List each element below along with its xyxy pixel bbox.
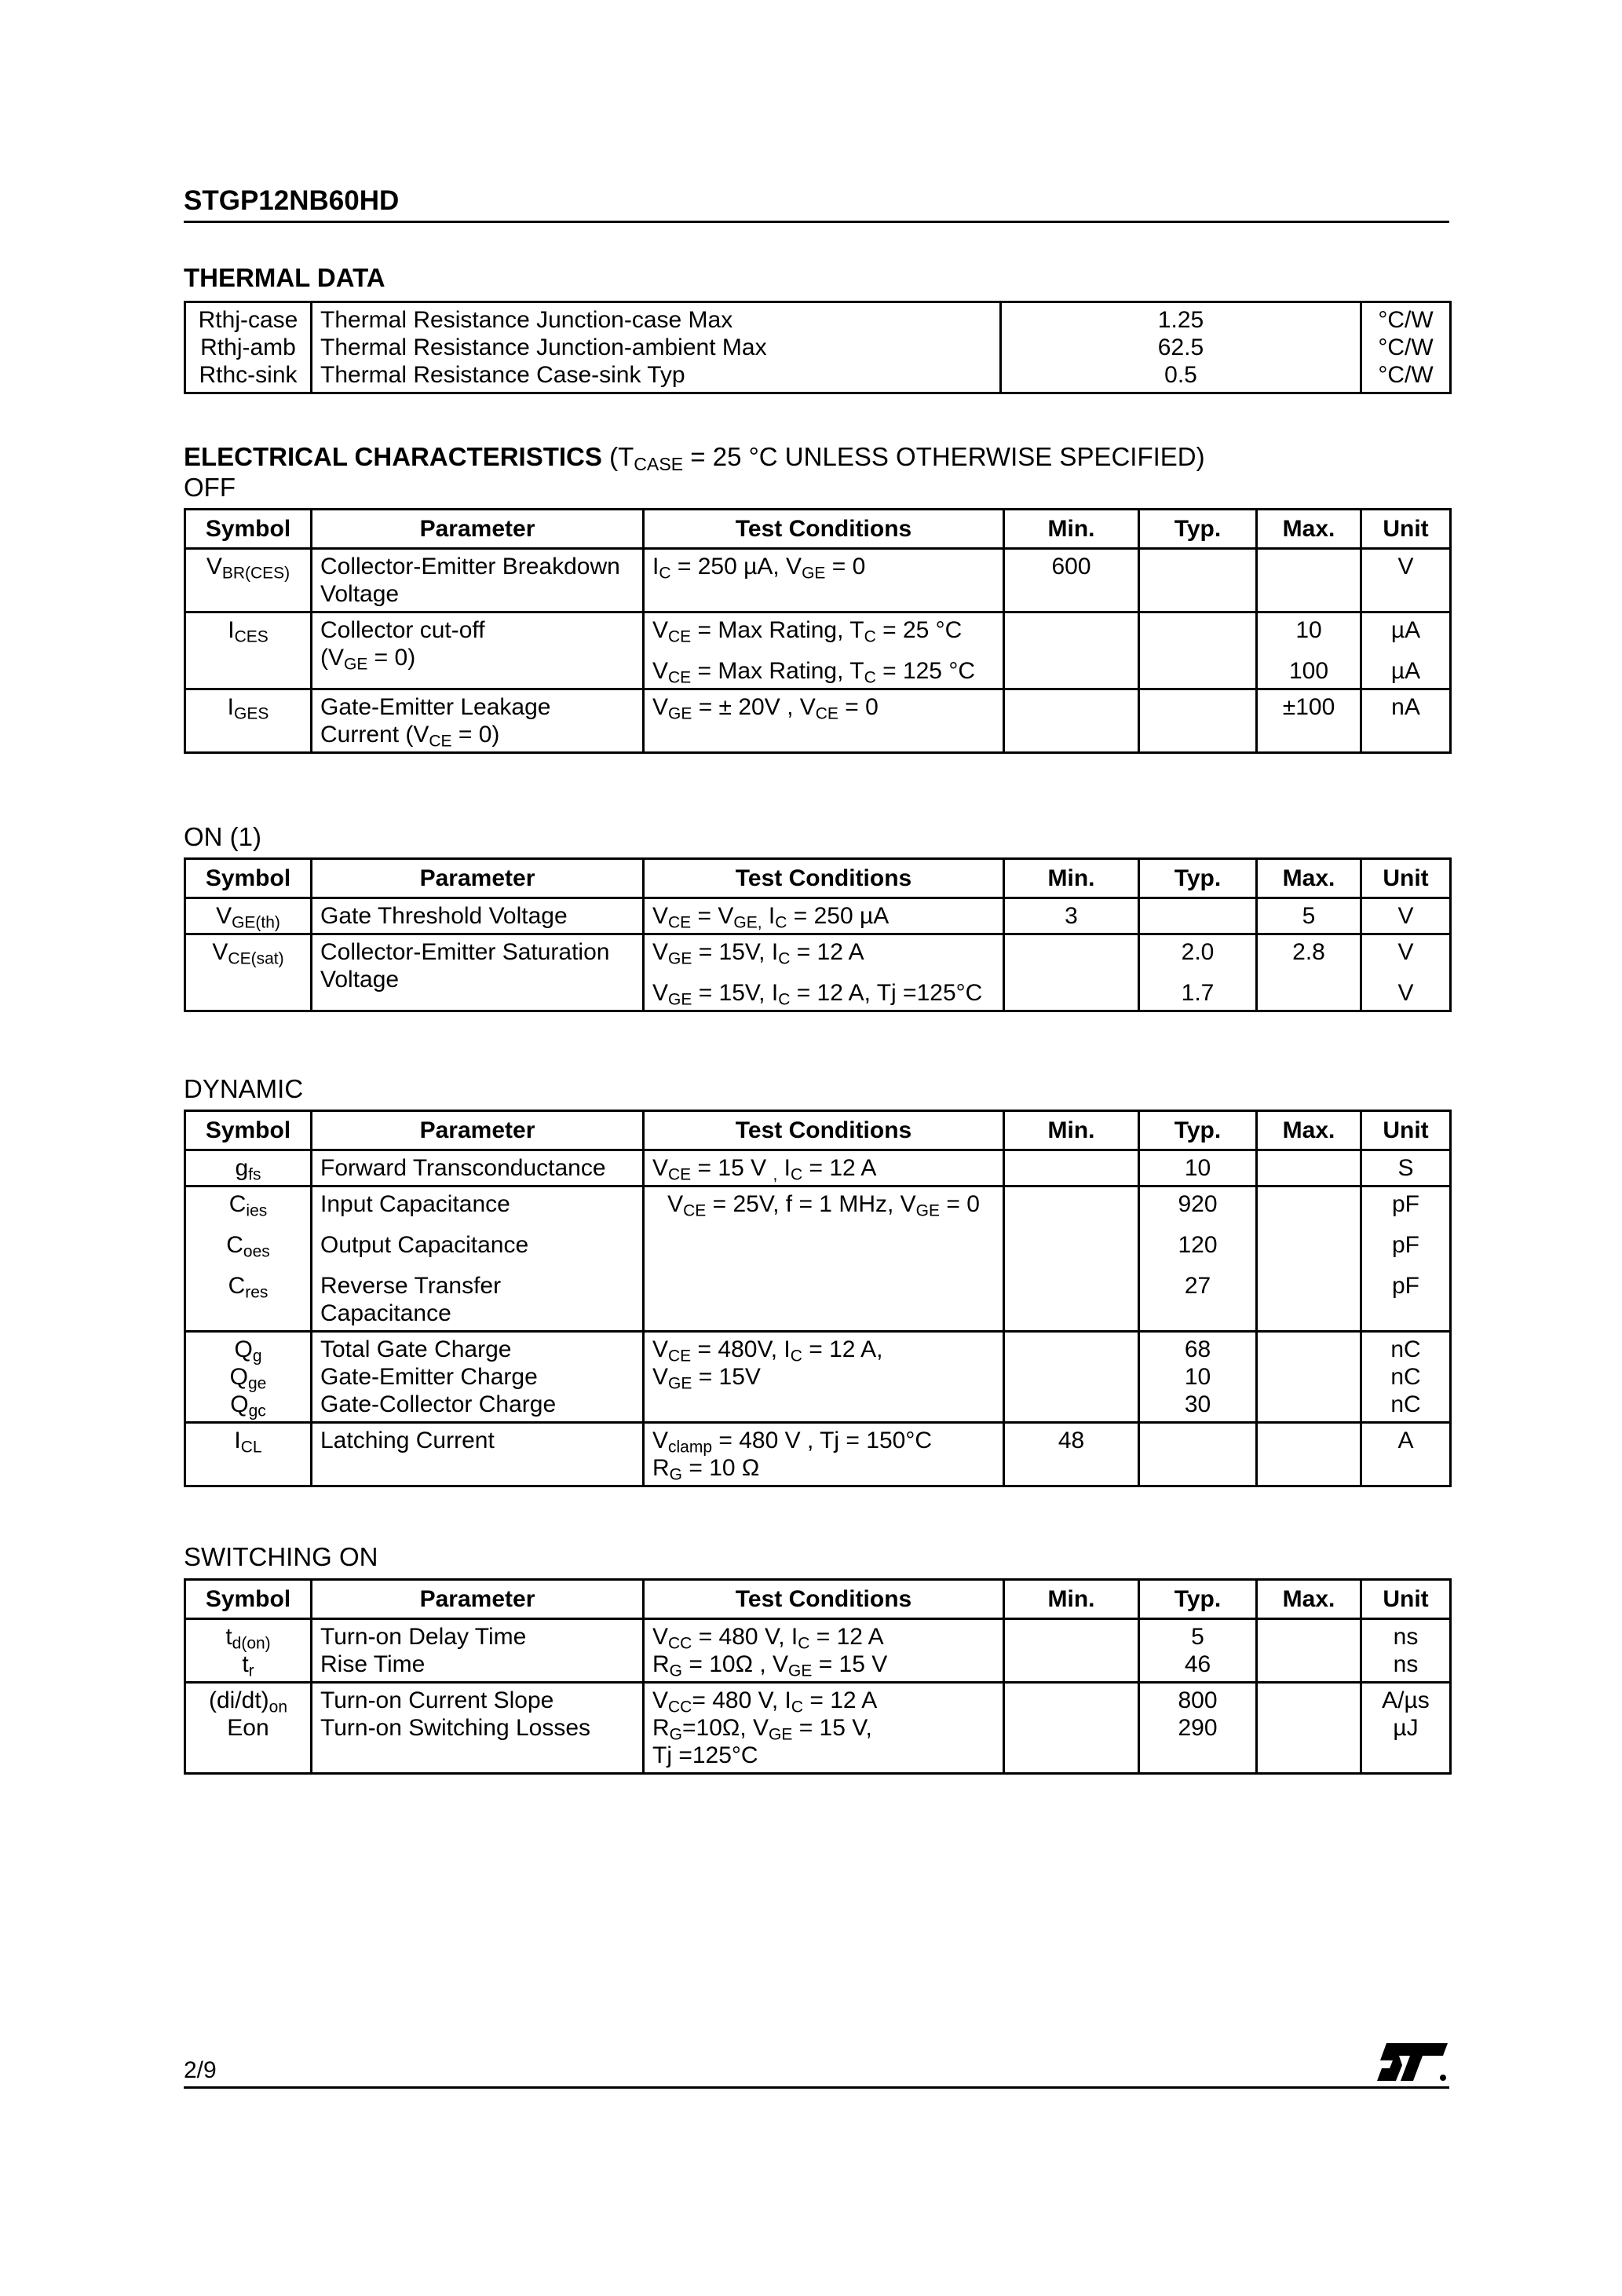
unit-ices: µA µA	[1361, 612, 1451, 689]
conditions-vgeth: $V_{CE} = V_{GE,}$ $I_C = 250$ µA	[644, 898, 1004, 934]
unit-iges: nA	[1361, 689, 1451, 753]
max-iges: ±100	[1257, 689, 1361, 753]
symbol-vgeth: $V_{GE(th)}$	[185, 898, 312, 934]
max-icl	[1257, 1423, 1361, 1486]
typ-gfs: 10	[1139, 1150, 1257, 1186]
column-header-unit: Unit	[1361, 510, 1451, 549]
column-header-test-conditions: Test Conditions	[644, 510, 1004, 549]
max-turn-on-slope	[1257, 1683, 1361, 1774]
thermal-unit: °C/W	[1378, 335, 1434, 360]
header-rule	[184, 221, 1449, 223]
symbol-turn-on-delay: $t_{d(on)}$ $t_r$	[185, 1619, 312, 1683]
table-row-turn-on-slope	[185, 1683, 1451, 1774]
column-header-typ: Typ.	[1139, 1111, 1257, 1150]
table-row-vbr	[185, 549, 1451, 612]
unit-vgeth: V	[1361, 898, 1451, 934]
column-header-unit: Unit	[1361, 1111, 1451, 1150]
min-capacitance	[1004, 1186, 1139, 1332]
conditions-vbr: $I_C = 250$ µA, $V_{GE} = 0$	[644, 549, 1004, 612]
thermal-value: 62.5	[1157, 335, 1204, 360]
parameter-iges: Gate-Emitter Leakage Current $(V_{CE} = 0)$	[312, 689, 644, 753]
column-header-typ: Typ.	[1139, 510, 1257, 549]
unit-gfs: S	[1361, 1150, 1451, 1186]
thermal-parameter-cell	[312, 302, 1001, 393]
column-header-parameter: Parameter	[312, 1580, 644, 1619]
off-heading: OFF	[184, 473, 236, 502]
footer-rule	[184, 2086, 1449, 2089]
thermal-unit: °C/W	[1378, 362, 1434, 388]
max-capacitance	[1257, 1186, 1361, 1332]
column-header-symbol: Symbol	[185, 1111, 312, 1150]
table-row-capacitance	[185, 1186, 1451, 1332]
table-row-vgeth	[185, 898, 1451, 934]
electrical-condition: ($T_{CASE} = 25$ °C UNLESS OTHERWISE SPECIFIED)	[609, 442, 1205, 474]
symbol-gate-charge: $Q_g$ $Q_{ge}$ $Q_{gc}$	[185, 1332, 312, 1423]
st-logo-icon	[1375, 2040, 1449, 2084]
conditions-turn-on-slope: $V_{CC}= 480$ V, $I_C = 12$ A $R_G=10\Omega$, $V_{GE} = 15$ V, Tj =125°C	[644, 1683, 1004, 1774]
typ-turn-on-slope: 800 290	[1139, 1683, 1257, 1774]
column-header-typ: Typ.	[1139, 1580, 1257, 1619]
column-header-unit: Unit	[1361, 1580, 1451, 1619]
thermal-symbol: Rthj-amb	[200, 335, 296, 360]
parameter-capacitance: Input Capacitance Output Capacitance Reverse Transfer Capacitance	[312, 1186, 644, 1332]
unit-vcesat: V V	[1361, 934, 1451, 1011]
conditions-icl: $V_{clamp} = 480$ V , Tj = 150°C $R_G = 10$ Ω	[644, 1423, 1004, 1486]
symbol-turn-on-slope: $(di/dt)_{on}$ Eon	[185, 1683, 312, 1774]
typ-gate-charge: 68 10 30	[1139, 1332, 1257, 1423]
parameter-vbr: Collector-Emitter Breakdown Voltage	[312, 549, 644, 612]
thermal-parameter: Thermal Resistance Junction-case Max	[320, 307, 733, 333]
max-gate-charge	[1257, 1332, 1361, 1423]
column-header-test-conditions: Test Conditions	[644, 1111, 1004, 1150]
typ-vcesat: 2.0 1.7	[1139, 934, 1257, 1011]
typ-iges	[1139, 689, 1257, 753]
column-header-test-conditions: Test Conditions	[644, 859, 1004, 898]
min-ices	[1004, 612, 1139, 689]
min-turn-on-delay	[1004, 1619, 1139, 1683]
typ-turn-on-delay: 5 46	[1139, 1619, 1257, 1683]
max-gfs	[1257, 1150, 1361, 1186]
column-header-parameter: Parameter	[312, 510, 644, 549]
min-iges	[1004, 689, 1139, 753]
unit-capacitance: pF pF pF	[1361, 1186, 1451, 1332]
thermal-symbol: Rthc-sink	[199, 362, 298, 388]
on-heading: ON (1)	[184, 822, 261, 851]
unit-turn-on-slope: A/µs µJ	[1361, 1683, 1451, 1774]
electrical-title: ELECTRICAL CHARACTERISTICS	[184, 442, 602, 471]
parameter-gfs: Forward Transconductance	[312, 1150, 644, 1186]
column-header-symbol: Symbol	[185, 859, 312, 898]
column-header-min: Min.	[1004, 1111, 1139, 1150]
thermal-unit-cell	[1361, 302, 1451, 393]
min-turn-on-slope	[1004, 1683, 1139, 1774]
conditions-capacitance: $V_{CE} = 25V$, f = 1 MHz, $V_{GE} = 0$	[644, 1186, 1004, 1332]
column-header-typ: Typ.	[1139, 859, 1257, 898]
max-vcesat: 2.8	[1257, 934, 1361, 1011]
conditions-gate-charge: $V_{CE} = 480V$, $I_C = 12$ A, $V_{GE} = 15V$	[644, 1332, 1004, 1423]
table-row-ices	[185, 612, 1451, 689]
max-vbr	[1257, 549, 1361, 612]
column-header-max: Max.	[1257, 510, 1361, 549]
symbol-vcesat: $V_{CE(sat)}$	[185, 934, 312, 1011]
parameter-ices: Collector cut-off $(V_{GE} = 0)$	[312, 612, 644, 689]
table-row-gfs	[185, 1150, 1451, 1186]
conditions-turn-on-delay: $V_{CC} = 480$ V, $I_C = 12$ A $R_G = 10\Omega$ , $V_{GE} = 15$ V	[644, 1619, 1004, 1683]
symbol-vbr: $V_{BR(CES)}$	[185, 549, 312, 612]
on-table	[184, 857, 1452, 1012]
parameter-turn-on-delay: Turn-on Delay Time Rise Time	[312, 1619, 644, 1683]
min-vgeth: 3	[1004, 898, 1139, 934]
symbol-ices: $I_{CES}$	[185, 612, 312, 689]
min-icl: 48	[1004, 1423, 1139, 1486]
table-header-row	[185, 859, 1451, 898]
thermal-table	[184, 301, 1452, 394]
column-header-test-conditions: Test Conditions	[644, 1580, 1004, 1619]
typ-vgeth	[1139, 898, 1257, 934]
switching-on-heading: SWITCHING ON	[184, 1542, 378, 1571]
parameter-vgeth: Gate Threshold Voltage	[312, 898, 644, 934]
typ-ices	[1139, 612, 1257, 689]
unit-vbr: V	[1361, 549, 1451, 612]
typ-vbr	[1139, 549, 1257, 612]
thermal-data-heading: THERMAL DATA	[184, 263, 385, 292]
page-number: 2/9	[184, 2057, 217, 2083]
parameter-turn-on-slope: Turn-on Current Slope Turn-on Switching Losses	[312, 1683, 644, 1774]
conditions-gfs: $V_{CE} = 15$ V $_,$ $I_C = 12$ A	[644, 1150, 1004, 1186]
column-header-parameter: Parameter	[312, 859, 644, 898]
unit-icl: A	[1361, 1423, 1451, 1486]
table-row	[185, 302, 1451, 393]
parameter-gate-charge: Total Gate Charge Gate-Emitter Charge Gate-Collector Charge	[312, 1332, 644, 1423]
column-header-min: Min.	[1004, 859, 1139, 898]
thermal-value-cell	[1001, 302, 1361, 393]
column-header-max: Max.	[1257, 1580, 1361, 1619]
part-number-title: STGP12NB60HD	[184, 185, 400, 216]
conditions-ices: $V_{CE}$ = Max Rating, $T_C = 25$ °C $V_{CE}$ = Max Rating, $T_C = 125$ °C	[644, 612, 1004, 689]
parameter-icl: Latching Current	[312, 1423, 644, 1486]
max-turn-on-delay	[1257, 1619, 1361, 1683]
conditions-iges: $V_{GE}$ = ± 20V , $V_{CE} = 0$	[644, 689, 1004, 753]
column-header-unit: Unit	[1361, 859, 1451, 898]
table-row-icl	[185, 1423, 1451, 1486]
min-vcesat	[1004, 934, 1139, 1011]
max-vgeth: 5	[1257, 898, 1361, 934]
table-row-gate-charge	[185, 1332, 1451, 1423]
symbol-capacitance: $C_{ies}$ $C_{oes}$ $C_{res}$	[185, 1186, 312, 1332]
table-row-iges	[185, 689, 1451, 753]
thermal-value: 1.25	[1157, 307, 1204, 333]
parameter-vcesat: Collector-Emitter Saturation Voltage	[312, 934, 644, 1011]
column-header-symbol: Symbol	[185, 510, 312, 549]
column-header-min: Min.	[1004, 510, 1139, 549]
thermal-unit: °C/W	[1378, 307, 1434, 333]
typ-capacitance: 920 120 27	[1139, 1186, 1257, 1332]
column-header-max: Max.	[1257, 1111, 1361, 1150]
table-header-row	[185, 1111, 1451, 1150]
min-vbr: 600	[1004, 549, 1139, 612]
thermal-parameter: Thermal Resistance Junction-ambient Max	[320, 335, 767, 360]
table-header-row	[185, 1580, 1451, 1619]
column-header-min: Min.	[1004, 1580, 1139, 1619]
symbol-iges: $I_{GES}$	[185, 689, 312, 753]
table-header-row	[185, 510, 1451, 549]
conditions-vcesat: $V_{GE} = 15V$, $I_C = 12$ A $V_{GE} = 15V$, $I_C = 12$ A, Tj =125°C	[644, 934, 1004, 1011]
typ-icl	[1139, 1423, 1257, 1486]
column-header-max: Max.	[1257, 859, 1361, 898]
dynamic-table	[184, 1110, 1452, 1487]
thermal-symbol: Rthj-case	[198, 307, 298, 333]
table-row-turn-on-delay	[185, 1619, 1451, 1683]
max-ices: 10 100	[1257, 612, 1361, 689]
thermal-value: 0.5	[1164, 362, 1197, 388]
unit-turn-on-delay: ns ns	[1361, 1619, 1451, 1683]
switching-on-table	[184, 1578, 1452, 1775]
thermal-symbol-cell	[185, 302, 312, 393]
min-gate-charge	[1004, 1332, 1139, 1423]
unit-gate-charge: nC nC nC	[1361, 1332, 1451, 1423]
thermal-parameter: Thermal Resistance Case-sink Typ	[320, 362, 685, 388]
symbol-gfs: $g_{fs}$	[185, 1150, 312, 1186]
column-header-symbol: Symbol	[185, 1580, 312, 1619]
dynamic-heading: DYNAMIC	[184, 1074, 304, 1103]
column-header-parameter: Parameter	[312, 1111, 644, 1150]
off-table	[184, 508, 1452, 754]
symbol-icl: $I_{CL}$	[185, 1423, 312, 1486]
min-gfs	[1004, 1150, 1139, 1186]
table-row-vcesat	[185, 934, 1451, 1011]
electrical-characteristics-heading	[184, 442, 1205, 472]
